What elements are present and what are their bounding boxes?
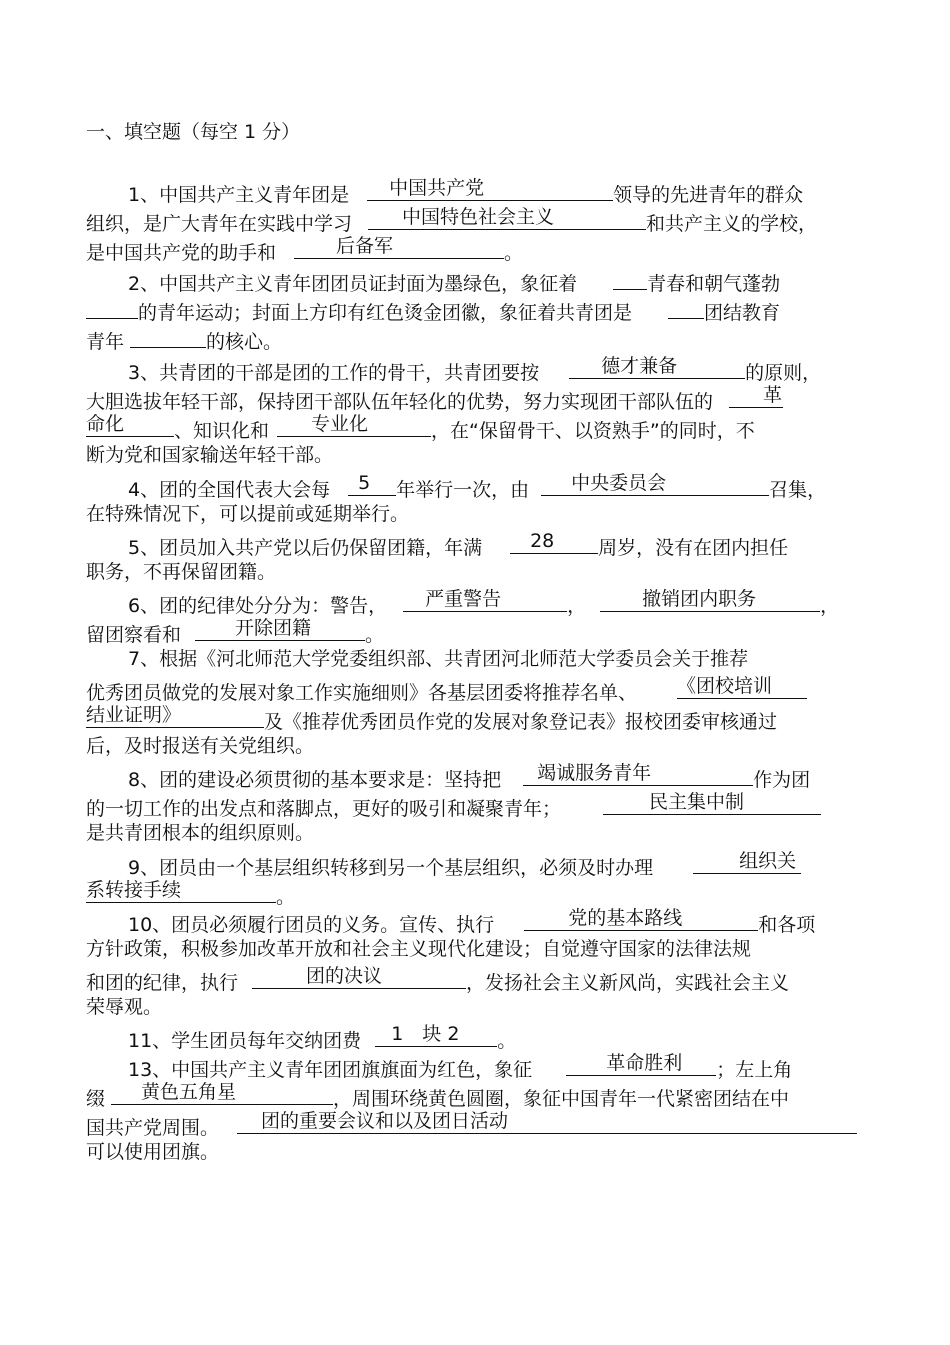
q10-text: ，发扬社会主义新风尚，实践社会主义 xyxy=(466,972,790,993)
q13-text: ；左上角 xyxy=(716,1059,793,1080)
q6-text: ， xyxy=(567,595,587,616)
q13-answer-1: 革命胜利 xyxy=(606,1052,683,1074)
q8-line-3 xyxy=(86,819,876,848)
q2-line-3 xyxy=(86,323,876,352)
q2-text: 的青年运动；封面上方印有红色烫金团徽，象征着共青团是 xyxy=(138,302,633,323)
q8-answer-2: 民主集中制 xyxy=(649,791,745,813)
q3-text: 3、共青团的干部是团的工作的骨干，共青团要按 xyxy=(128,362,540,383)
q4-blank-2 xyxy=(541,471,769,496)
q13-text: 国共产党周围。 xyxy=(86,1117,220,1138)
q2-blank-1-start xyxy=(613,265,647,290)
q1-text: 1、中国共产主义青年团是 xyxy=(128,184,350,205)
q13-line-4 xyxy=(86,1138,876,1167)
q2-blank-1-end xyxy=(86,294,138,319)
q1-line-1 xyxy=(128,176,876,205)
q10-text: 和各项 xyxy=(758,914,816,935)
q9-line-1 xyxy=(128,849,876,878)
q13-text: 缀 xyxy=(86,1088,106,1109)
q6-text: ， xyxy=(820,595,840,616)
section-heading: 一、填空题（每空 1 分） xyxy=(86,121,301,143)
q10-text: 和团的纪律，执行 xyxy=(86,972,239,993)
q8-text: 是共青团根本的组织原则。 xyxy=(86,822,315,844)
q13-text: 13、中国共产主义青年团团旗旗面为红色，象征 xyxy=(128,1059,533,1080)
q5-answer-1: 28 xyxy=(530,530,555,552)
q9-answer-1a: 组织关 xyxy=(739,850,797,872)
q8-text: 8、团的建设必须贯彻的基本要求是：坚持把 xyxy=(128,769,502,790)
q6-blank-3 xyxy=(195,616,365,641)
q7-line-1 xyxy=(128,645,876,674)
q2-answer-2: 团结教育 xyxy=(704,302,781,323)
q3-answer-2a: 革 xyxy=(763,384,783,406)
q3-text: 大胆选拔年轻干部，保持团干部队伍年轻化的优势，努力实现团干部队伍的 xyxy=(86,391,714,412)
q1-blank-1 xyxy=(367,176,613,201)
q8-answer-1: 竭诚服务青年 xyxy=(537,762,652,784)
q10-answer-1: 党的基本路线 xyxy=(568,907,683,929)
q11-blank-1 xyxy=(375,1022,497,1047)
q5-blank-1 xyxy=(510,529,598,554)
q3-line-4 xyxy=(86,441,876,470)
q6-answer-1: 严重警告 xyxy=(425,588,502,610)
q6-answer-3: 开除团籍 xyxy=(235,617,312,639)
q6-answer-2: 撤销团内职务 xyxy=(642,588,757,610)
q1-line-2 xyxy=(86,205,876,234)
q10-text: 荣辱观。 xyxy=(86,996,163,1018)
q10-text: 方针政策，积极参加改革开放和社会主义现代化建设；自觉遵守国家的法律法规 xyxy=(86,938,752,960)
q13-answer-2: 黄色五角星 xyxy=(141,1081,237,1103)
q3-blank-2-end xyxy=(86,412,174,437)
q13-answer-3: 团的重要会议和以及团日活动 xyxy=(261,1110,509,1132)
q2-text: 2、中国共产主义青年团团员证封面为墨绿色，象征着 xyxy=(128,273,578,294)
q3-answer-3: 专业化 xyxy=(311,413,369,435)
q5-text: 5、团员加入共产党以后仍保留团籍，年满 xyxy=(128,537,483,558)
q3-answer-2b: 命化 xyxy=(86,413,125,435)
q3-line-3 xyxy=(86,412,876,441)
q10-line-2 xyxy=(86,935,876,964)
q4-answer-2: 中央委员会 xyxy=(571,472,667,494)
q6-blank-1 xyxy=(403,587,567,612)
q2-answer-1: 青春和朝气蓬勃 xyxy=(647,273,781,294)
q8-text: 的一切工作的出发点和落脚点，更好的吸引和凝聚青年； xyxy=(86,798,562,819)
q5-line-1 xyxy=(128,529,876,558)
q9-blank-1-end xyxy=(86,878,276,903)
q1-answer-3: 后备军 xyxy=(336,235,394,257)
q1-text: 是中国共产党的助手和 xyxy=(86,242,277,263)
q7-text: 后，及时报送有关党组织。 xyxy=(86,735,315,757)
q7-answer-1a: 《团校培训 xyxy=(677,675,773,697)
q4-blank-1 xyxy=(348,471,396,496)
q1-line-3 xyxy=(86,234,876,263)
q6-line-2 xyxy=(86,616,876,645)
q11-text: 。 xyxy=(497,1030,517,1051)
q9-text: 9、团员由一个基层组织转移到另一个基层组织，必须及时办理 xyxy=(128,857,654,878)
q4-text: 4、团的全国代表大会每 xyxy=(128,479,331,500)
q3-blank-1 xyxy=(569,354,745,379)
q6-blank-2 xyxy=(600,587,820,612)
q7-blank-1-start xyxy=(677,674,807,699)
q10-blank-1 xyxy=(524,906,758,931)
q2-line-2 xyxy=(86,294,876,323)
q7-answer-1b: 结业证明》 xyxy=(86,704,182,726)
q1-blank-2 xyxy=(368,205,646,230)
q8-text: 作为团 xyxy=(753,769,811,790)
q4-line-1 xyxy=(128,471,876,500)
q9-blank-1-start xyxy=(693,849,801,874)
q3-line-2 xyxy=(86,383,876,412)
q1-answer-1: 中国共产党 xyxy=(389,177,485,199)
q4-answer-1: 5 xyxy=(358,472,371,494)
q6-text: 6、团的纪律处分分为：警告， xyxy=(128,595,388,616)
q2-text: 青年 xyxy=(86,331,125,352)
q13-blank-3 xyxy=(237,1109,857,1134)
q10-text: 10、团员必须履行团员的义务。宣传、执行 xyxy=(128,914,495,935)
q3-line-1 xyxy=(128,354,876,383)
q13-line-3 xyxy=(86,1109,876,1138)
q3-blank-3 xyxy=(277,412,431,437)
q4-text: 召集， xyxy=(769,479,827,500)
q2-line-1 xyxy=(128,265,876,294)
q2-blank-2-end xyxy=(130,323,206,348)
q11-line-1 xyxy=(128,1022,876,1051)
q8-blank-2 xyxy=(603,790,821,815)
q1-text: 组织，是广大青年在实践中学习 xyxy=(86,213,353,234)
q7-line-2 xyxy=(86,674,876,703)
q7-text: 7、根据《河北师范大学党委组织部、共青团河北师范大学委员会关于推荐 xyxy=(128,648,749,670)
q8-line-2 xyxy=(86,790,876,819)
q1-blank-3 xyxy=(294,234,504,259)
q13-line-2 xyxy=(86,1080,876,1109)
q3-blank-2-start xyxy=(729,383,783,408)
q10-answer-2: 团的决议 xyxy=(306,965,383,987)
q2-text: 的核心。 xyxy=(206,331,283,352)
q3-text: 断为党和国家输送年轻干部。 xyxy=(86,444,334,466)
q1-text: 和共产主义的学校， xyxy=(646,213,818,234)
q1-text: 。 xyxy=(504,242,524,263)
q5-text: 职务，不再保留团籍。 xyxy=(86,561,277,583)
q4-text: 年举行一次，由 xyxy=(396,479,530,500)
q10-line-1 xyxy=(128,906,876,935)
q11-text: 11、学生团员每年交纳团费 xyxy=(128,1030,362,1051)
q10-line-3 xyxy=(86,964,876,993)
q5-text: 周岁，没有在团内担任 xyxy=(598,537,789,558)
q5-line-2 xyxy=(86,558,876,587)
q11-answer-1: 1 块 2 xyxy=(391,1023,460,1045)
q6-text: 留团察看和 xyxy=(86,624,182,645)
q13-blank-1 xyxy=(566,1051,716,1076)
q13-blank-2 xyxy=(111,1080,333,1105)
q7-text: 及《推荐优秀团员作党的发展对象登记表》报校团委审核通过 xyxy=(264,711,778,732)
q3-text: 、知识化和 xyxy=(174,420,270,441)
q3-text: ，在“保留骨干、以资熟手”的同时，不 xyxy=(431,420,755,441)
q13-line-1 xyxy=(128,1051,876,1080)
q8-line-1 xyxy=(128,761,876,790)
q4-text: 在特殊情况下，可以提前或延期举行。 xyxy=(86,503,410,525)
q7-blank-1-end xyxy=(86,703,264,728)
q9-answer-1b: 系转接手续 xyxy=(86,879,182,901)
q9-text: 。 xyxy=(276,886,296,907)
q3-answer-1: 德才兼备 xyxy=(601,355,678,377)
q6-text: 。 xyxy=(365,624,385,645)
q13-text: ，周围环绕黄色圆圈，象征中国青年一代紧密团结在中 xyxy=(333,1088,790,1109)
q1-answer-2: 中国特色社会主义 xyxy=(402,206,555,228)
q10-blank-2 xyxy=(252,964,466,989)
q13-text: 可以使用团旗。 xyxy=(86,1141,220,1163)
q9-line-2 xyxy=(86,878,876,907)
q7-text: 优秀团员做党的发展对象工作实施细则》各基层团委将推荐名单、 xyxy=(86,682,638,703)
q4-line-2 xyxy=(86,500,876,529)
q2-blank-2-start xyxy=(668,294,704,319)
q1-text: 领导的先进青年的群众 xyxy=(613,184,804,205)
q7-line-3 xyxy=(86,703,876,732)
q7-line-4 xyxy=(86,732,876,761)
q3-text: 的原则， xyxy=(745,362,822,383)
q6-line-1 xyxy=(128,587,876,616)
q8-blank-1 xyxy=(523,761,753,786)
q10-line-4 xyxy=(86,993,876,1022)
